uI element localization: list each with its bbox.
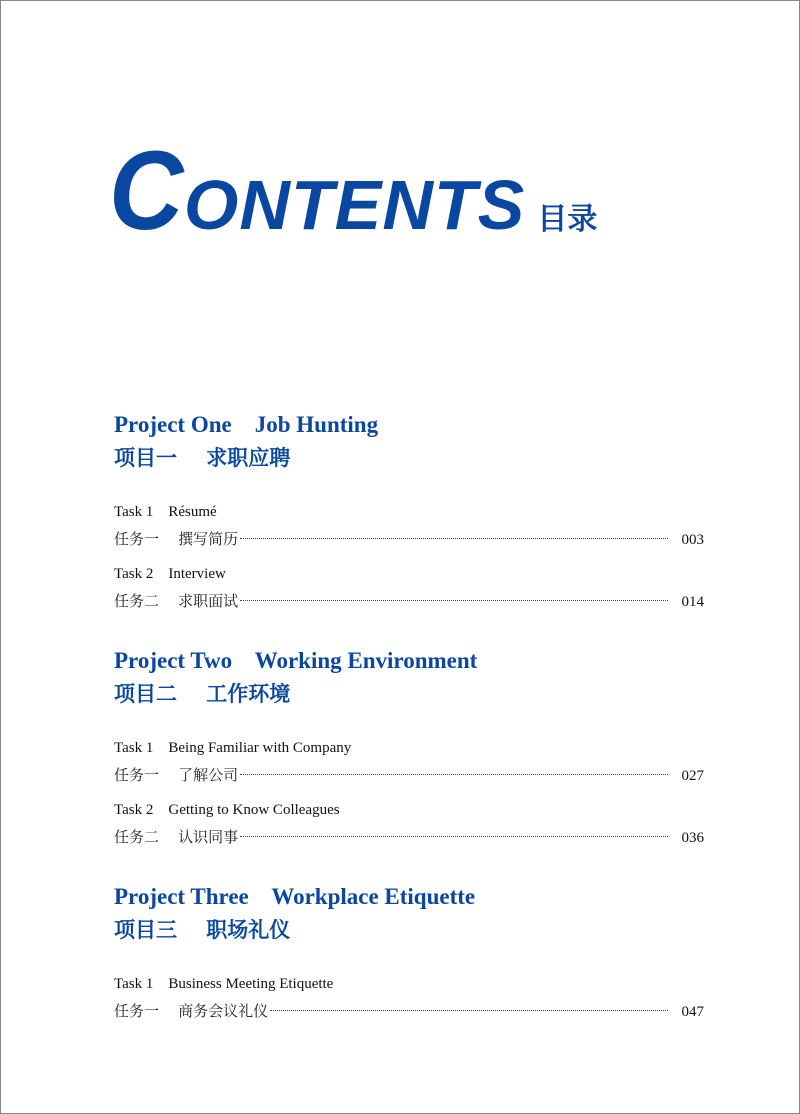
toc-entry-3-1[interactable] [114,974,704,1023]
page-number: 036 [681,830,704,846]
task-row [114,528,704,551]
page-number: 027 [681,768,704,784]
dot-leader [240,600,667,601]
title-initial: C [109,128,184,253]
project-heading-1 [114,410,714,474]
dot-leader [240,538,667,539]
dot-leader [240,836,667,837]
project-title-en: Project Two Working Environment [114,648,478,673]
project-title-cn: 项目二 工作环境 [114,682,291,706]
toc-entry-2-1[interactable] [114,738,704,787]
toc-entry-2-2[interactable] [114,800,704,849]
project-title-cn: 项目三 职场礼仪 [114,918,291,942]
task-title-en: Task 1 Business Meeting Etiquette [114,976,334,992]
task-row [114,764,704,787]
title-chinese: 目录 [537,201,598,237]
project-heading-3 [114,882,714,946]
project-title-cn: 项目一 求职应聘 [114,446,291,470]
page-number: 014 [681,594,704,610]
project-title-en: Project One Job Hunting [114,412,379,437]
page-number: 003 [681,532,704,548]
dot-leader [270,1010,667,1011]
task-title-cn: 任务一 了解公司 [114,766,239,784]
task-row [114,826,704,849]
task-row [114,1000,704,1023]
task-title-cn: 任务一 商务会议礼仪 [114,1002,269,1020]
contents-title [109,128,598,253]
project-heading-2 [114,646,714,710]
task-title-en: Task 1 Résumé [114,504,217,520]
task-title-cn: 任务二 认识同事 [114,828,239,846]
task-title-en: Task 1 Being Familiar with Company [114,740,352,756]
task-title-en: Task 2 Interview [114,566,226,582]
task-title-cn: 任务一 撰写简历 [114,530,239,548]
project-title-en: Project Three Workplace Etiquette [114,884,476,909]
task-title-en: Task 2 Getting to Know Colleagues [114,802,340,818]
title-rest: ONTENTS [183,165,526,244]
dot-leader [240,774,667,775]
task-row [114,590,704,613]
page-number: 047 [681,1004,704,1020]
task-title-cn: 任务二 求职面试 [114,592,239,610]
toc-entry-1-1[interactable] [114,502,704,551]
toc-entry-1-2[interactable] [114,564,704,613]
